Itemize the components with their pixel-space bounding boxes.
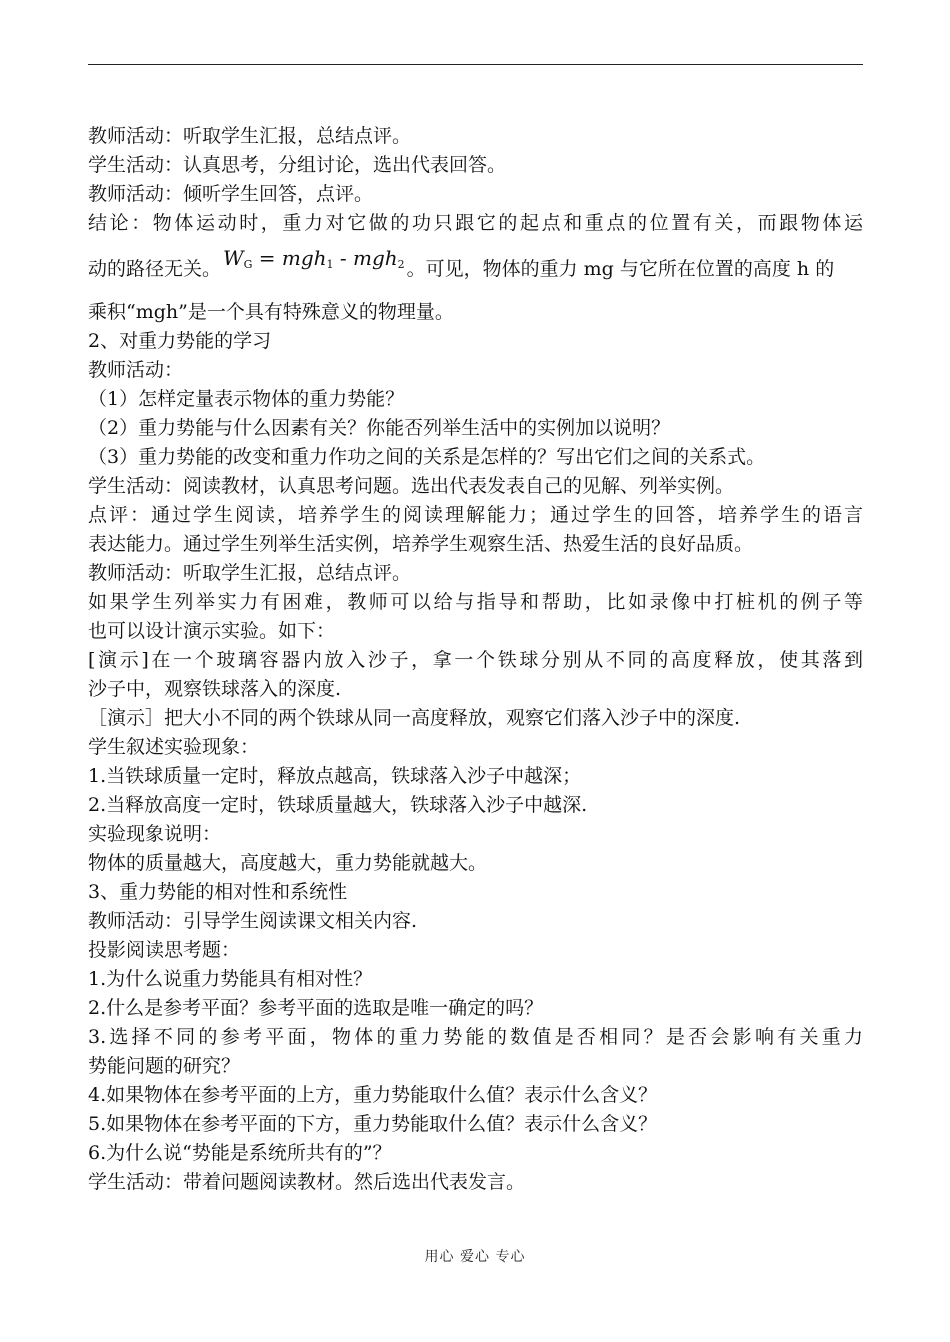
text-line: 点评：通过学生阅读，培养学生的阅读理解能力；通过学生的回答，培养学生的语言 [88,504,863,526]
formula-prefix-text: 动的路径无关。 [88,258,222,280]
text-line: 表达能力。通过学生列举生活实例，培养学生观察生活、热爱生活的良好品质。 [88,533,754,555]
text-line: 教师活动：听取学生汇报，总结点评。 [88,125,412,147]
question-item: （1）怎样定量表示物体的重力势能？ [88,388,405,410]
formula-equals-mgh: = mgh [252,246,327,270]
text-line: 乘积“mgh”是一个具有特殊意义的物理量。 [88,301,454,323]
text-line: 学生叙述实验现象： [88,736,260,758]
formula-w: W [223,246,244,270]
page-footer: 用心 爱心 专心 [424,1249,526,1265]
header-rule [88,64,863,65]
text-line: 教师活动： [88,359,184,381]
text-line: 投影阅读思考题： [88,939,241,961]
list-item: 2.当释放高度一定时，铁球质量越大，铁球落入沙子中越深. [88,794,588,816]
text-line: 实验现象说明： [88,823,222,845]
formula-minus-mgh: - mgh [333,246,398,270]
formula-sub-2: 2 [397,258,405,271]
list-item: 4.如果物体在参考平面的上方，重力势能取什么值？表示什么含义？ [88,1084,658,1106]
formula-suffix-text: 。可见，物体的重力 mg 与它所在位置的高度 h 的 [406,258,835,280]
question-item: （3）重力势能的改变和重力作功之间的关系是怎样的？写出它们之间的关系式。 [88,446,766,468]
document-body [88,122,863,1197]
list-item: 势能问题的研究？ [88,1055,241,1077]
text-line: 学生活动：阅读教材，认真思考问题。选出代表发表自己的见解、列举实例。 [88,475,735,497]
section-heading: 2、对重力势能的学习 [88,330,272,352]
text-line: ［演示］把大小不同的两个铁球从同一高度释放，观察它们落入沙子中的深度. [88,707,741,729]
list-item: 3.选择不同的参考平面，物体的重力势能的数值是否相同？是否会影响有关重力 [88,1026,863,1048]
text-line: 如果学生列举实力有困难，教师可以给与指导和帮助，比如录像中打桩机的例子等 [88,591,863,613]
text-line: 教师活动：倾听学生回答，点评。 [88,183,374,205]
text-line: 物体的质量越大，高度越大，重力势能就越大。 [88,852,488,874]
text-line: [演示]在一个玻璃容器内放入沙子，拿一个铁球分别从不同的高度释放，使其落到 [88,649,863,671]
text-line: 学生活动：认真思考，分组讨论，选出代表回答。 [88,154,507,176]
list-item: 2.什么是参考平面？参考平面的选取是唯一确定的吗？ [88,997,544,1019]
list-item: 6.为什么说“势能是系统所共有的”？ [88,1142,392,1164]
formula-text-line [88,238,863,298]
text-line: 也可以设计演示实验。如下： [88,620,336,642]
formula-sub-1: 1 [326,258,334,271]
list-item: 1.当铁球质量一定时，释放点越高，铁球落入沙子中越深； [88,765,582,787]
formula-sub-g: G [243,258,253,271]
text-line: 沙子中，观察铁球落入的深度. [88,678,342,700]
list-item: 5.如果物体在参考平面的下方，重力势能取什么值？表示什么含义？ [88,1113,658,1135]
text-line: 结论：物体运动时，重力对它做的功只跟它的起点和重点的位置有关，而跟物体运 [88,212,863,234]
question-item: （2）重力势能与什么因素有关？你能否列举生活中的实例加以说明？ [88,417,671,439]
text-line: 教师活动：引导学生阅读课文相关内容. [88,910,418,932]
text-line: 学生活动：带着问题阅读教材。然后选出代表发言。 [88,1171,526,1193]
list-item: 1.为什么说重力势能具有相对性？ [88,968,373,990]
section-heading: 3、重力势能的相对性和系统性 [88,881,348,903]
text-line: 教师活动：听取学生汇报，总结点评。 [88,562,412,584]
gravity-work-formula [223,246,405,270]
